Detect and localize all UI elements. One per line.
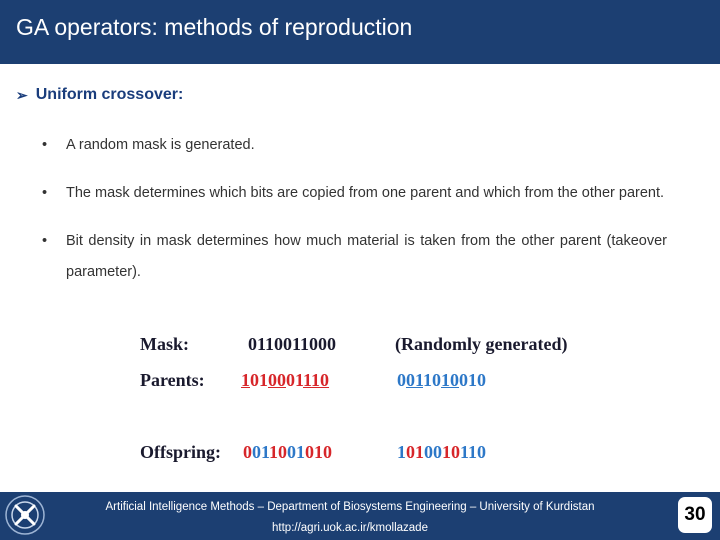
mask-note: (Randomly generated) [395, 334, 568, 354]
bit: 1 [259, 370, 268, 390]
bit: 0 [477, 370, 487, 390]
list-item [42, 226, 667, 288]
bullet-text: A random mask is generated. [66, 137, 255, 153]
bullet-list [42, 130, 667, 305]
bit: 0 [278, 442, 288, 462]
bit: 0 [406, 370, 415, 390]
bullet-dot-icon: • [42, 185, 48, 201]
slide-title: GA operators: methods of reproduction [16, 14, 413, 40]
bit: 0 [287, 442, 297, 462]
list-item [42, 178, 667, 209]
bit: 1 [415, 370, 424, 390]
bit: 0 [323, 442, 333, 462]
parent2-value [397, 370, 486, 391]
page-number: 30 [678, 497, 712, 533]
bit: 0 [305, 442, 315, 462]
subheading-text: Uniform crossover: [35, 86, 184, 103]
bit: 1 [296, 442, 306, 462]
bit: 0 [250, 370, 259, 390]
bit: 1 [241, 370, 250, 390]
parent1-value [241, 370, 329, 391]
bit: 1 [460, 442, 469, 462]
bit: 1 [303, 370, 312, 390]
bullet-text: Bit density in mask determines how much material is taken from the other parent (takeover parameter). [66, 233, 667, 280]
bit: 0 [432, 370, 442, 390]
bit: 0 [397, 370, 406, 390]
bit: 0 [459, 370, 469, 390]
bit: 1 [423, 370, 433, 390]
bit: 1 [441, 370, 451, 390]
bit: 0 [320, 370, 330, 390]
bit: 0 [286, 370, 295, 390]
bit: 0 [268, 370, 277, 390]
bullet-dot-icon: • [42, 137, 48, 153]
bit: 1 [314, 442, 324, 462]
arrow-bullet-icon: ➢ [16, 86, 28, 103]
list-item [42, 130, 667, 161]
offspring2-value [397, 442, 486, 463]
bit: 0 [424, 442, 433, 462]
offspring-label: Offspring: [140, 442, 221, 462]
bit: 0 [477, 442, 487, 462]
subheading [16, 86, 183, 104]
bit: 1 [269, 442, 279, 462]
bit: 1 [295, 370, 304, 390]
bullet-text: The mask determines which bits are copied from one parent and which from the other parent. [66, 185, 665, 201]
bit: 0 [243, 442, 252, 462]
bit: 0 [406, 442, 415, 462]
bullet-dot-icon: • [42, 233, 48, 249]
bit: 0 [450, 370, 460, 390]
bit: 0 [433, 442, 442, 462]
footer-credit: Artificial Intelligence Methods – Department of Biosystems Engineering – University of Kurdistan [105, 501, 595, 513]
bit: 1 [397, 442, 406, 462]
bit: 1 [415, 442, 424, 462]
title-bar [0, 0, 720, 64]
mask-label: Mask: [140, 334, 189, 354]
parents-label: Parents: [140, 370, 205, 390]
crossover-figure [130, 326, 610, 476]
bit: 1 [311, 370, 321, 390]
footer-bar [0, 492, 720, 540]
offspring1-value [243, 442, 332, 463]
bit: 1 [468, 370, 478, 390]
university-logo-icon [4, 494, 46, 536]
bit: 0 [252, 442, 261, 462]
bit: 0 [451, 442, 460, 462]
bit: 1 [261, 442, 270, 462]
bit: 1 [442, 442, 451, 462]
bit: 1 [468, 442, 478, 462]
mask-value: 0110011000 [248, 334, 337, 354]
bit: 0 [277, 370, 286, 390]
footer-url: http://agri.uok.ac.ir/kmollazade [272, 522, 428, 534]
